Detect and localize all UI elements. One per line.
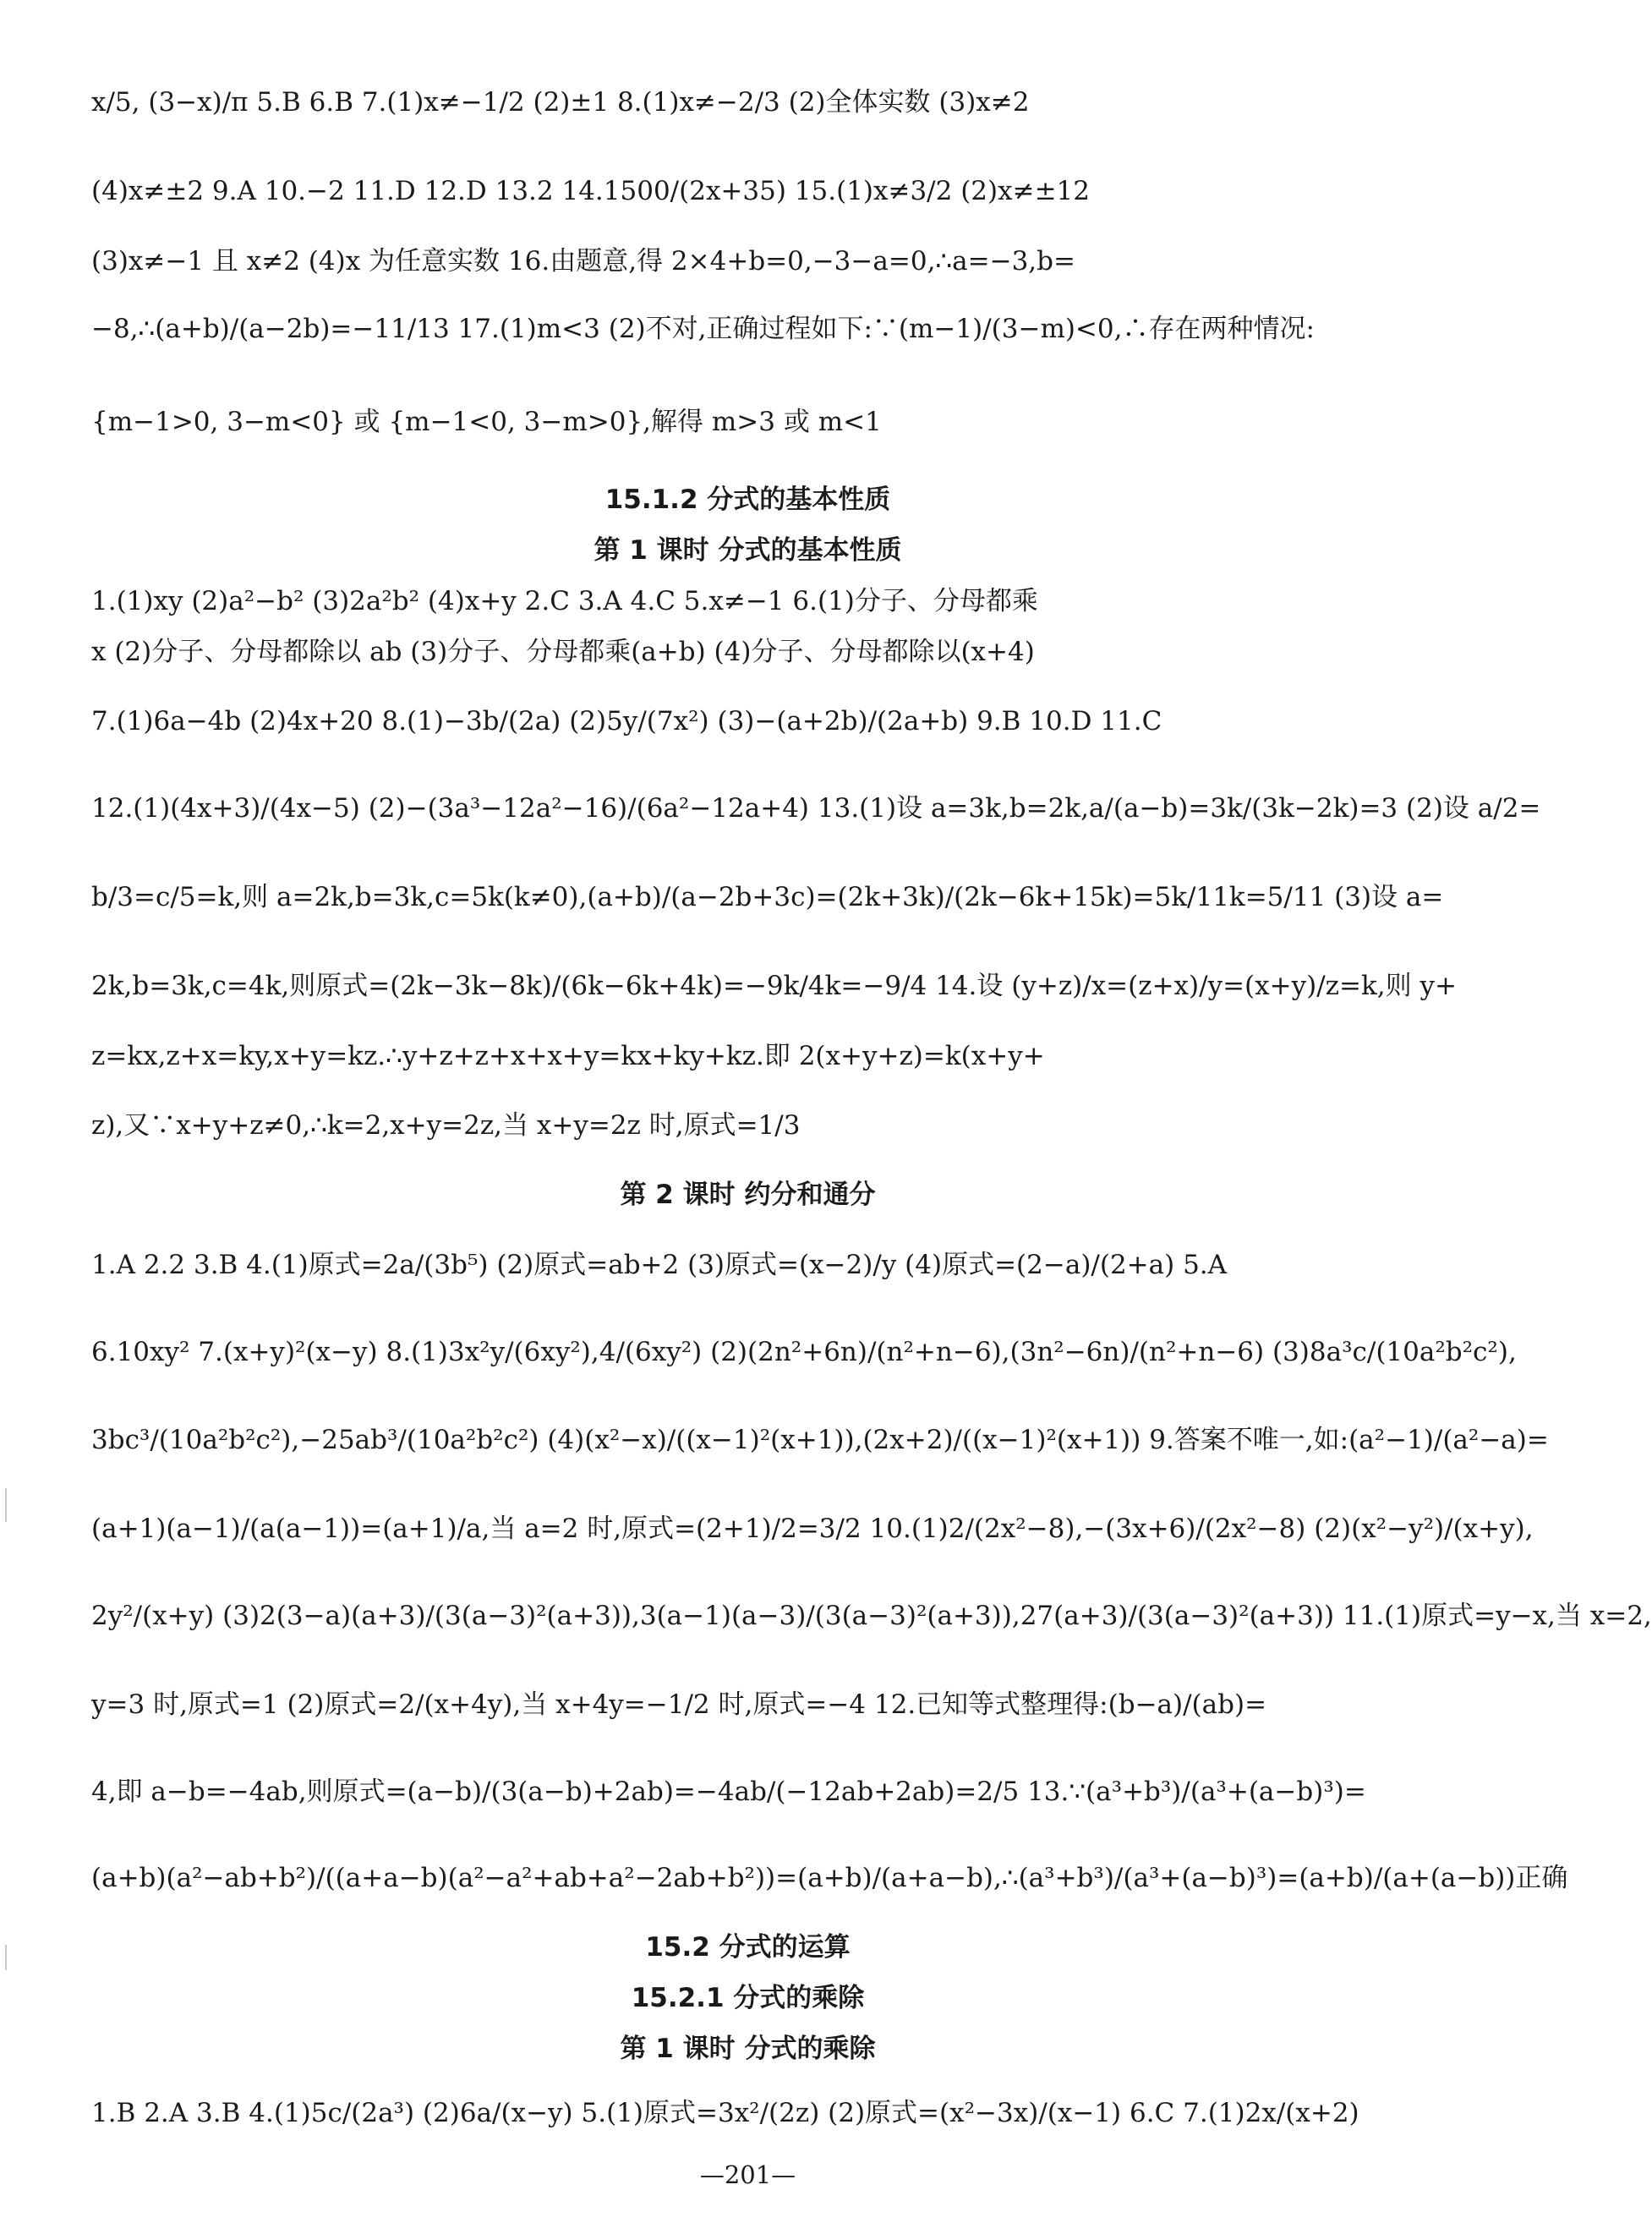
answer-line: {m−1>0, 3−m<0} 或 {m−1<0, 3−m>0},解得 m>3 或 m<1	[91, 407, 882, 437]
answer-line: b/3=c/5=k,则 a=2k,b=3k,c=5k(k≠0),(a+b)/(a−2b+3c)=(2k+3k)/(2k−6k+15k)=5k/11k=5/11 (3)设 a=	[91, 882, 1444, 912]
answer-line: x (2)分子、分母都除以 ab (3)分子、分母都乘(a+b) (4)分子、分母都除以(x+4)	[91, 637, 1035, 667]
answer-line: 7.(1)6a−4b (2)4x+20 8.(1)−3b/(2a) (2)5y/(7x²) (3)−(a+2b)/(2a+b) 9.B 10.D 11.C	[91, 706, 1162, 736]
lesson-heading: 第 1 课时 分式的乘除	[620, 2034, 876, 2064]
answer-line: (a+b)(a²−ab+b²)/((a+a−b)(a²−a²+ab+a²−2ab+b²))=(a+b)/(a+a−b),∴(a³+b³)/(a³+(a−b)³)=(a+b)/(a+(a−b))正确	[91, 1863, 1568, 1893]
answer-line: 1.B 2.A 3.B 4.(1)5c/(2a³) (2)6a/(x−y) 5.(1)原式=3x²/(2z) (2)原式=(x²−3x)/(x−1) 6.C 7.(1)2x/(x+2)	[91, 2098, 1359, 2128]
lesson-heading: 第 1 课时 分式的基本性质	[594, 535, 902, 566]
answer-line: (4)x≠±2 9.A 10.−2 11.D 12.D 13.2 14.1500/(2x+35) 15.(1)x≠3/2 (2)x≠±12	[91, 176, 1090, 206]
answer-line: z=kx,z+x=ky,x+y=kz.∴y+z+z+x+x+y=kx+ky+kz.即 2(x+y+z)=k(x+y+	[91, 1041, 1045, 1071]
answer-line: −8,∴(a+b)/(a−2b)=−11/13 17.(1)m<3 (2)不对,正确过程如下:∵(m−1)/(3−m)<0,∴存在两种情况:	[91, 314, 1315, 344]
answer-line: y=3 时,原式=1 (2)原式=2/(x+4y),当 x+4y=−1/2 时,原式=−4 12.已知等式整理得:(b−a)/(ab)=	[91, 1689, 1267, 1720]
lesson-heading: 第 2 课时 约分和通分	[620, 1180, 876, 1210]
answer-line: 1.A 2.2 3.B 4.(1)原式=2a/(3b⁵) (2)原式=ab+2 (3)原式=(x−2)/y (4)原式=(2−a)/(2+a) 5.A	[91, 1250, 1228, 1280]
left-margin-mark	[5, 1488, 7, 1522]
answer-line: 6.10xy² 7.(x+y)²(x−y) 8.(1)3x²y/(6xy²),4/(6xy²) (2)(2n²+6n)/(n²+n−6),(3n²−6n)/(n²+n−6) (3)8a³c/(10a²b²c²),	[91, 1337, 1517, 1367]
section-heading: 15.2 分式的运算	[645, 1932, 851, 1963]
answer-line: 3bc³/(10a²b²c²),−25ab³/(10a²b²c²) (4)(x²−x)/((x−1)²(x+1)),(2x+2)/((x−1)²(x+1)) 9.答案不唯一,如:(a²−1)/(a²−a)=	[91, 1425, 1549, 1455]
answer-line: (3)x≠−1 且 x≠2 (4)x 为任意实数 16.由题意,得 2×4+b=0,−3−a=0,∴a=−3,b=	[91, 246, 1075, 277]
answer-line: z),又∵x+y+z≠0,∴k=2,x+y=2z,当 x+y=2z 时,原式=1/3	[91, 1110, 801, 1141]
answer-line: x/5, (3−x)/π 5.B 6.B 7.(1)x≠−1/2 (2)±1 8.(1)x≠−2/3 (2)全体实数 (3)x≠2	[91, 87, 1030, 118]
answer-line: 2y²/(x+y) (3)2(3−a)(a+3)/(3(a−3)²(a+3)),3(a−1)(a−3)/(3(a−3)²(a+3)),27(a+3)/(3(a−3)²(a+3)) 11.(1)原式=y−x,当 x=2,	[91, 1601, 1652, 1631]
answer-line: 4,即 a−b=−4ab,则原式=(a−b)/(3(a−b)+2ab)=−4ab/(−12ab+2ab)=2/5 13.∵(a³+b³)/(a³+(a−b)³)=	[91, 1777, 1366, 1807]
answer-line: 1.(1)xy (2)a²−b² (3)2a²b² (4)x+y 2.C 3.A 4.C 5.x≠−1 6.(1)分子、分母都乘	[91, 586, 1038, 616]
subsection-heading: 15.2.1 分式的乘除	[631, 1983, 865, 2013]
answer-line: (a+1)(a−1)/(a(a−1))=(a+1)/a,当 a=2 时,原式=(2+1)/2=3/2 10.(1)2/(2x²−8),−(3x+6)/(2x²−8) (2)(x²−y²)/(x+y),	[91, 1514, 1534, 1544]
answer-line: 2k,b=3k,c=4k,则原式=(2k−3k−8k)/(6k−6k+4k)=−9k/4k=−9/4 14.设 (y+z)/x=(z+x)/y=(x+y)/z=k,则 y+	[91, 971, 1457, 1001]
answer-line: 12.(1)(4x+3)/(4x−5) (2)−(3a³−12a²−16)/(6a²−12a+4) 13.(1)设 a=3k,b=2k,a/(a−b)=3k/(3k−2k)=3 (2)设 a/2=	[91, 793, 1541, 824]
page-number: —201—	[699, 2160, 796, 2189]
section-heading: 15.1.2 分式的基本性质	[604, 485, 891, 515]
